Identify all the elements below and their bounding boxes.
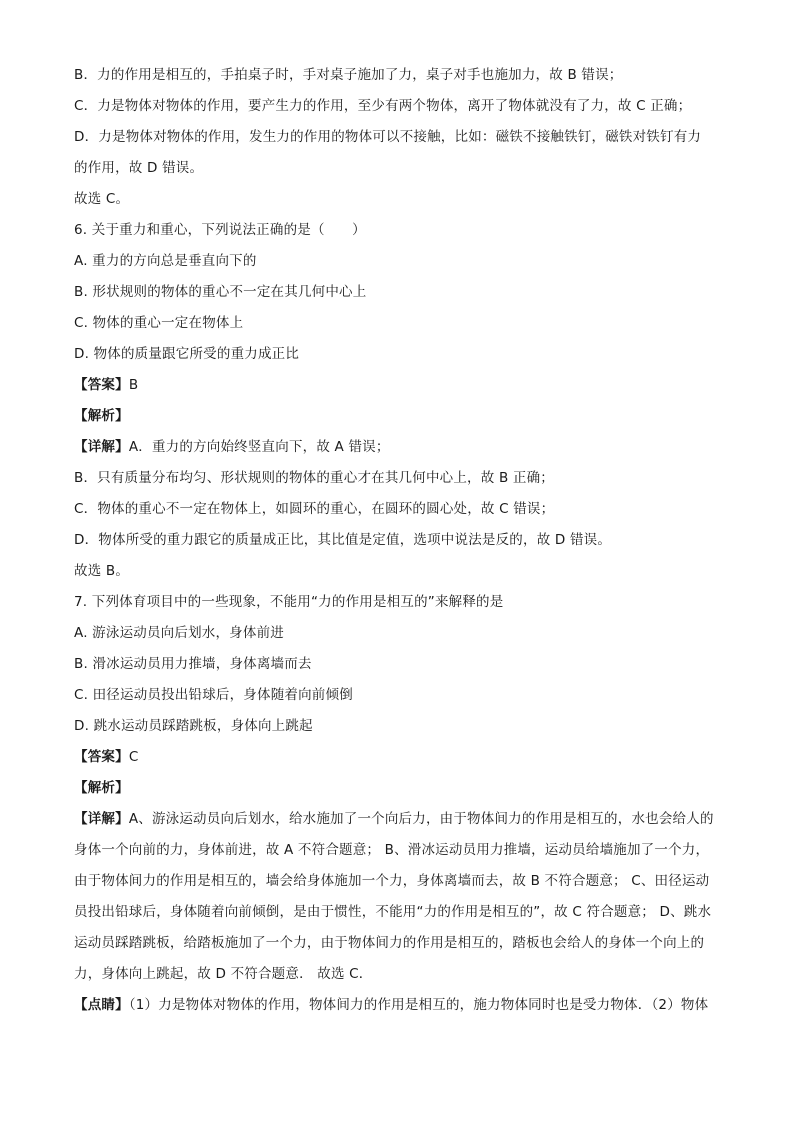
q7-answer-row	[74, 742, 724, 773]
q7-point-row	[74, 990, 724, 1021]
q6-option-d: D. 物体的质量跟它所受的重力成正比	[74, 346, 300, 362]
q6-answer-tag: 【答案】	[74, 377, 129, 393]
prev-solution-d-line1: D．力是物体对物体的作用，发生力的作用的物体可以不接触，比如：磁铁不接触铁钉，磁铁对铁钉有力	[74, 129, 702, 145]
q6-option-b: B. 形状规则的物体的重心不一定在其几何中心上	[74, 284, 367, 300]
q7-detail-line-4: 员投出铅球后，身体随着向前倾倒，是由于惯性，不能用“力的作用是相互的”，故 C 符合题意； D、跳水	[74, 904, 712, 920]
q6-answer-value: B	[128, 377, 139, 393]
q6-answer-row	[74, 370, 724, 401]
q6-option-c: C. 物体的重心一定在物体上	[74, 315, 244, 331]
q7-point-tag: 【点睛】	[74, 997, 129, 1013]
prev-solution-c: C．力是物体对物体的作用，要产生力的作用，至少有两个物体，离开了物体就没有了力，故 C 正确；	[74, 98, 692, 114]
q7-option-c: C. 田径运动员投出铅球后，身体随着向前倾倒	[74, 687, 353, 703]
q6-option-a: A. 重力的方向总是垂直向下的	[74, 253, 257, 269]
q6-detail-row-a	[74, 432, 724, 463]
q7-detail-tag: 【详解】	[74, 811, 129, 827]
q6-conclusion: 故选 B。	[74, 563, 130, 579]
q7-analysis-row	[74, 773, 724, 804]
document-page	[74, 60, 724, 1021]
q6-analysis-row	[74, 401, 724, 432]
prev-solution-d-line2: 的作用，故 D 错误。	[74, 160, 204, 176]
q7-analysis-tag: 【解析】	[74, 780, 129, 796]
q7-point-text: （1）力是物体对物体的作用，物体间力的作用是相互的，施力物体同时也是受力物体．（2）物体	[128, 997, 709, 1013]
q7-detail-line-6: 力，身体向上跳起，故 D 不符合题意． 故选 C．	[74, 966, 373, 982]
q7-option-d: D. 跳水运动员踩踏跳板，身体向上跳起	[74, 718, 313, 734]
q6-detail-tag: 【详解】	[74, 439, 129, 455]
q6-detail-c: C．物体的重心不一定在物体上，如圆环的重心，在圆环的圆心处，故 C 错误；	[74, 501, 555, 517]
prev-solution-b: B．力的作用是相互的，手拍桌子时，手对桌子施加了力，桌子对手也施加力，故 B 错误；	[74, 67, 623, 83]
q7-detail-line-2: 身体一个向前的力，身体前进，故 A 不符合题意； B、滑冰运动员用力推墙，运动员给墙施加了一个力，	[74, 842, 710, 858]
q7-detail-row-1	[74, 804, 724, 835]
q7-stem: 7. 下列体育项目中的一些现象，不能用“力的作用是相互的”来解释的是	[74, 594, 504, 610]
q6-stem: 6. 关于重力和重心，下列说法正确的是（ ）	[74, 222, 366, 238]
q6-detail-d: D．物体所受的重力跟它的质量成正比，其比值是定值，选项中说法是反的，故 D 错误。	[74, 532, 612, 548]
q7-option-b: B. 滑冰运动员用力推墙，身体离墙而去	[74, 656, 312, 672]
prev-conclusion: 故选 C。	[74, 191, 130, 207]
q7-detail-line-3: 由于物体间力的作用是相互的，墙会给身体施加一个力，身体离墙而去，故 B 不符合题意； C、田径运动	[74, 873, 710, 889]
q7-answer-tag: 【答案】	[74, 749, 129, 765]
q6-detail-b: B．只有质量分布均匀、形状规则的物体的重心才在其几何中心上，故 B 正确；	[74, 470, 555, 486]
q6-detail-a: A．重力的方向始终竖直向下，故 A 错误；	[128, 439, 390, 455]
q7-detail-line-1: A、游泳运动员向后划水，给水施加了一个向后力，由于物体间力的作用是相互的，水也会给人的	[128, 811, 714, 827]
q6-analysis-tag: 【解析】	[74, 408, 129, 424]
q7-detail-line-5: 运动员踩踏跳板，给踏板施加了一个力，由于物体间力的作用是相互的，踏板也会给人的身体一个向上的	[74, 935, 705, 951]
q7-answer-value: C	[128, 749, 139, 765]
q7-option-a: A. 游泳运动员向后划水，身体前进	[74, 625, 284, 641]
